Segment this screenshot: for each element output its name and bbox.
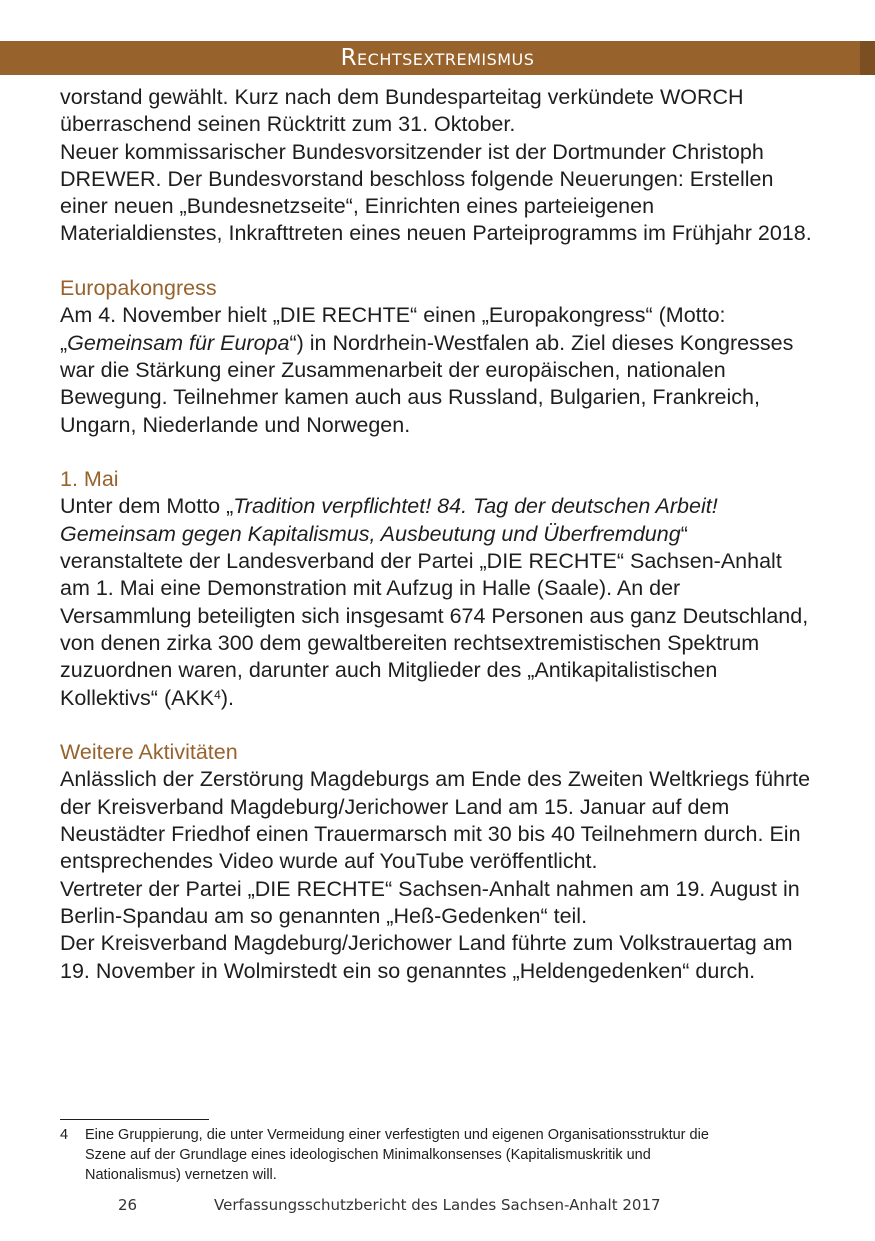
intro-paragraph-1 <box>60 84 812 139</box>
heading-weitere-aktivitaeten: Weitere Aktivitäten <box>60 740 238 765</box>
europakongress-text-after: “) in Nordrhein-Westfalen ab. Ziel dieses Kongresses war die Stärkung einer Zusammenarbeit der europäischen, nationalen Bewegung. Teilnehmer kamen auch aus Russland, Bulgarien, Frankreich, Ungarn, Niederlande und Norwegen. <box>60 330 794 437</box>
weitere-paragraph-2: Vertreter der Partei „DIE RECHTE“ Sachsen-Anhalt nahmen am 19. August in Berlin-Spandau am so genannten „Heß-Gedenken“ teil. <box>60 876 800 928</box>
intro-paragraph-2: Neuer kommissarischer Bundesvorsitzender ist der Dortmunder Christoph DREWER. Der Bundesvorstand beschloss folgende Neuerungen: Erstellen einer neuen „Bundesnetzseite“, Einrichten eines parteieigenen Materialdienstes, Inkrafttreten eines neuen Parteiprogramms im Frühjahr 2018. <box>60 139 812 246</box>
mai-text-after: “ veranstaltete der Landesverband der Partei „DIE RECHTE“ Sachsen-Anhalt am 1. Mai eine Demonstration mit Aufzug in Halle (Saale). An der Versammlung beteiligten sich insgesamt 674 Personen aus ganz Deutschland, von denen zirka 300 dem gewaltbereiten rechtsextremistischen Spektrum zuzuordnen waren, darunter auch Mitglieder des „Antikapitalistischen Kollektivs“ (AKK <box>60 521 809 710</box>
intro-line-2: überraschend seinen Rücktritt zum 31. Oktober. <box>60 112 516 137</box>
mai-motto: Tradition verpflichtet! 84. Tag der deutschen Arbeit! Gemeinsam gegen Kapitalismus, Ausbeutung und Überfremdung <box>60 494 718 546</box>
footnote-reference[interactable]: 4 <box>214 687 221 702</box>
weitere-paragraph-1: Anlässlich der Zerstörung Magdeburgs am Ende des Zweiten Weltkriegs führte der Kreisverband Magdeburg/Jerichower Land am 15. Januar auf dem Neustädter Friedhof einen Trauermarsch mit 30 bis 40 Teilnehmern durch. Ein entsprechendes Video wurde auf YouTube veröffentlicht. <box>60 767 811 874</box>
section-title: Rechtsextremismus <box>340 45 535 71</box>
footnote <box>60 1125 820 1185</box>
page-number: 26 <box>118 1196 138 1214</box>
europakongress-motto: Gemeinsam für Europa <box>67 330 290 355</box>
europakongress-paragraph <box>60 302 812 438</box>
footnote-line-2: Szene auf der Grundlage eines ideologischen Minimalkonsenses (Kapitalismuskritik und <box>85 1147 651 1163</box>
footnote-line-3: Nationalismus) vernetzen will. <box>85 1167 277 1183</box>
page-footer <box>0 1193 875 1217</box>
heading-europakongress: Europakongress <box>60 276 217 301</box>
footnote-number: 4 <box>60 1127 69 1143</box>
mai-paragraph <box>60 493 812 711</box>
heading-1-mai: 1. Mai <box>60 467 119 492</box>
europakongress-text-before: Am 4. November hielt „DIE RECHTE“ einen „Europakongress“ (Motto: „ <box>60 303 726 355</box>
mai-text-end: ). <box>220 685 234 710</box>
body-text <box>60 84 812 985</box>
footer-title: Verfassungsschutzbericht des Landes Sachsen-Anhalt 2017 <box>214 1196 661 1214</box>
intro-line-1: vorstand gewählt. Kurz nach dem Bundesparteitag verkündete WORCH <box>60 85 744 109</box>
footnote-divider <box>60 1119 209 1120</box>
mai-text-before: Unter dem Motto „ <box>60 494 234 519</box>
weitere-paragraph-3: Der Kreisverband Magdeburg/Jerichower Land führte zum Volkstrauertag am 19. November in Wolmirstedt ein so genanntes „Heldengedenken“ durch. <box>60 931 793 983</box>
footnote-line-1: Eine Gruppierung, die unter Vermeidung einer verfestigten und eigenen Organisationsstruktur die <box>85 1127 709 1143</box>
